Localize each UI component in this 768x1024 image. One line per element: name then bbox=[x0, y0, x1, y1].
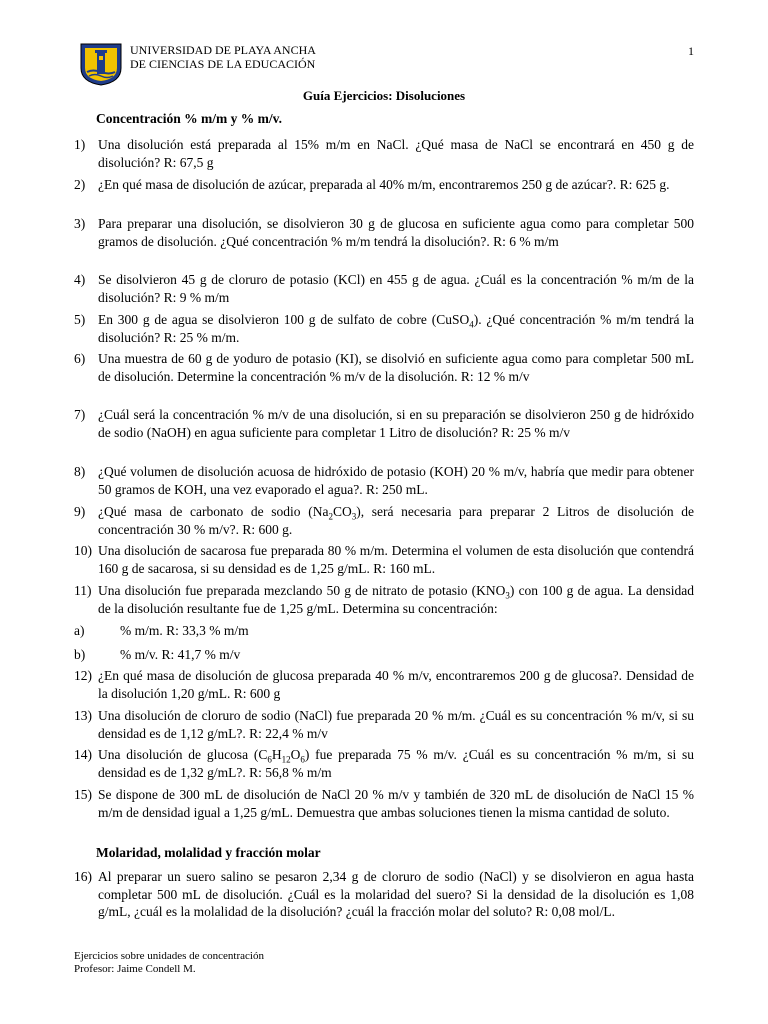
university-line2: DE CIENCIAS DE LA EDUCACIÓN bbox=[130, 57, 316, 71]
exercise-text: ¿Cuál será la concentración % m/v de una disolución, si en su preparación se disolvieron 250 g de hidróxido de sodio (NaOH) en agua suficiente para completar 1 Litro de disolución? R: 25 % m/v bbox=[98, 407, 694, 440]
footer-professor: Profesor: Jaime Condell M. bbox=[74, 963, 196, 975]
exercise-text: Una disolución fue preparada mezclando 50 g de nitrato de potasio $(KNO_3)$ con 100 g de agua. La densidad de la disolución resultante fue de 1,25 g/mL. Determina su concentración: bbox=[98, 583, 694, 616]
exercise-number: 5) bbox=[74, 312, 86, 327]
exercise-number: 4) bbox=[74, 272, 86, 287]
exercise-text: ¿En qué masa de disolución de glucosa preparada 40 % m/v, encontraremos 200 g de glucosa?. Densidad de la disolución 1,20 g/mL. R: 600 g bbox=[98, 668, 694, 701]
exercise-number: 8) bbox=[74, 464, 86, 479]
exercise-text: Una disolución de sacarosa fue preparada 80 % m/m. Determina el volumen de esta disolución que contendrá 160 g de sacarosa, si su densidad es de 1,25 g/mL. R: 160 mL. bbox=[98, 543, 694, 576]
exercise-number: 7) bbox=[74, 407, 86, 422]
part-text: % m/m. R: 33,3 % m/m bbox=[120, 623, 249, 638]
exercise-16 bbox=[74, 868, 694, 921]
exercise-number: 10) bbox=[74, 543, 92, 558]
exercise-number: 3) bbox=[74, 216, 86, 231]
exercise-number: 1) bbox=[74, 137, 86, 152]
section-heading-concentracion: Concentración % m/m y % m/v. bbox=[96, 111, 282, 126]
exercise-text: Una muestra de 60 g de yoduro de potasio (KI), se disolvió en suficiente agua como para completar 500 mL de disolución. Determine la concentración % m/v de la disolución. R: 12 % m/v bbox=[98, 351, 694, 384]
exercise-text: Se disolvieron 45 g de cloruro de potasio (KCl) en 455 g de agua. ¿Cuál es la concentración % m/m de la disolución? R: 9 % m/m bbox=[98, 272, 694, 305]
exercise-15 bbox=[74, 786, 694, 821]
exercise-text: ¿Qué volumen de disolución acuosa de hidróxido de potasio (KOH) 20 % m/v, habría que medir para obtener 50 gramos de KOH, una vez evaporado el agua?. R: 250 mL. bbox=[98, 464, 694, 497]
exercise-1 bbox=[74, 136, 694, 171]
exercise-number: 16) bbox=[74, 869, 92, 884]
exercise-text: En 300 g de agua se disolvieron 100 g de sulfato de cobre (CuSO$_4$). ¿Qué concentración % m/m tendrá la disolución? R: 25 % m/m. bbox=[98, 312, 694, 345]
exercise-6 bbox=[74, 350, 694, 385]
exercise-number: 11) bbox=[74, 583, 92, 598]
exercise-text: Una disolución de glucosa $(C_6H_{12}O_6)$ fue preparada 75 % m/v. ¿Cuál es su concentración % m/m, si su densidad es de 1,32 g/mL?. R: 56,8 % m/m bbox=[98, 747, 694, 780]
exercise-number: 12) bbox=[74, 668, 92, 683]
exercise-text: Al preparar un suero salino se pesaron 2,34 g de cloruro de sodio (NaCl) y se disolvieron en agua hasta completar 500 mL de disolución. ¿Cuál es la molaridad del suero? Si la densidad de la disolución es 1,08 g/mL, ¿cuál es la molalidad de la disolución? ¿cuál la fracción molar del soluto? R: 0,08 mol/L. bbox=[98, 869, 694, 919]
exercise-number: 15) bbox=[74, 787, 92, 802]
university-name bbox=[130, 43, 316, 71]
exercise-number: 6) bbox=[74, 351, 86, 366]
exercise-11 bbox=[74, 582, 694, 617]
exercise-4 bbox=[74, 271, 694, 306]
exercise-3 bbox=[74, 215, 694, 250]
page-footer bbox=[74, 950, 264, 976]
exercise-7 bbox=[74, 406, 694, 441]
section-heading-molaridad: Molaridad, molalidad y fracción molar bbox=[96, 845, 321, 860]
exercise-text: ¿Qué masa de carbonato de sodio $(Na_2CO_3)$, será necesaria para preparar 2 Litros de disolución de concentración 30 % m/v?. R: 600 g. bbox=[98, 504, 694, 537]
footer-course: Ejercicios sobre unidades de concentración bbox=[74, 950, 264, 962]
part-text: % m/v. R: 41,7 % m/v bbox=[120, 647, 241, 662]
exercise-number: 9) bbox=[74, 504, 86, 519]
exercise-5 bbox=[74, 311, 694, 346]
exercise-2 bbox=[74, 176, 694, 194]
exercise-text: Para preparar una disolución, se disolvieron 30 g de glucosa en suficiente agua como para completar 500 gramos de disolución. ¿Qué concentración % m/m tendrá la disolución?. R: 6 % m/m bbox=[98, 216, 694, 249]
university-line1: UNIVERSIDAD DE PLAYA ANCHA bbox=[130, 43, 316, 57]
exercise-12 bbox=[74, 667, 694, 702]
university-logo bbox=[79, 42, 123, 86]
exercise-14 bbox=[74, 746, 694, 781]
exercise-8 bbox=[74, 463, 694, 498]
exercise-9 bbox=[74, 503, 694, 538]
exercise-number: 2) bbox=[74, 177, 86, 192]
exercise-number: 14) bbox=[74, 747, 92, 762]
exercise-13 bbox=[74, 707, 694, 742]
exercise-text: Una disolución de cloruro de sodio (NaCl) fue preparada 20 % m/m. ¿Cuál es su concentración % m/v, si su densidad es de 1,12 g/mL?. R: 22,4 % m/v bbox=[98, 708, 694, 741]
page-title: Guía Ejercicios: Disoluciones bbox=[302, 88, 466, 103]
exercise-text: ¿En qué masa de disolución de azúcar, preparada al 40% m/m, encontraremos 250 g de azúcar?. R: 625 g. bbox=[98, 177, 670, 192]
exercise-text: Se dispone de 300 mL de disolución de NaCl 20 % m/v y también de 320 mL de disolución de NaCl 15 % m/m de densidad igual a 1,25 g/mL. Demuestra que ambas soluciones tienen la misma cantidad de soluto. bbox=[98, 787, 694, 820]
exercise-10 bbox=[74, 542, 694, 577]
part-label: b) bbox=[74, 647, 86, 662]
part-label: a) bbox=[74, 623, 85, 638]
exercise-number: 13) bbox=[74, 708, 92, 723]
page-number: 1 bbox=[688, 44, 694, 58]
exercise-text: Una disolución está preparada al 15% m/m en NaCl. ¿Qué masa de NaCl se encontrará en 450 g de disolución? R: 67,5 g bbox=[98, 137, 694, 170]
